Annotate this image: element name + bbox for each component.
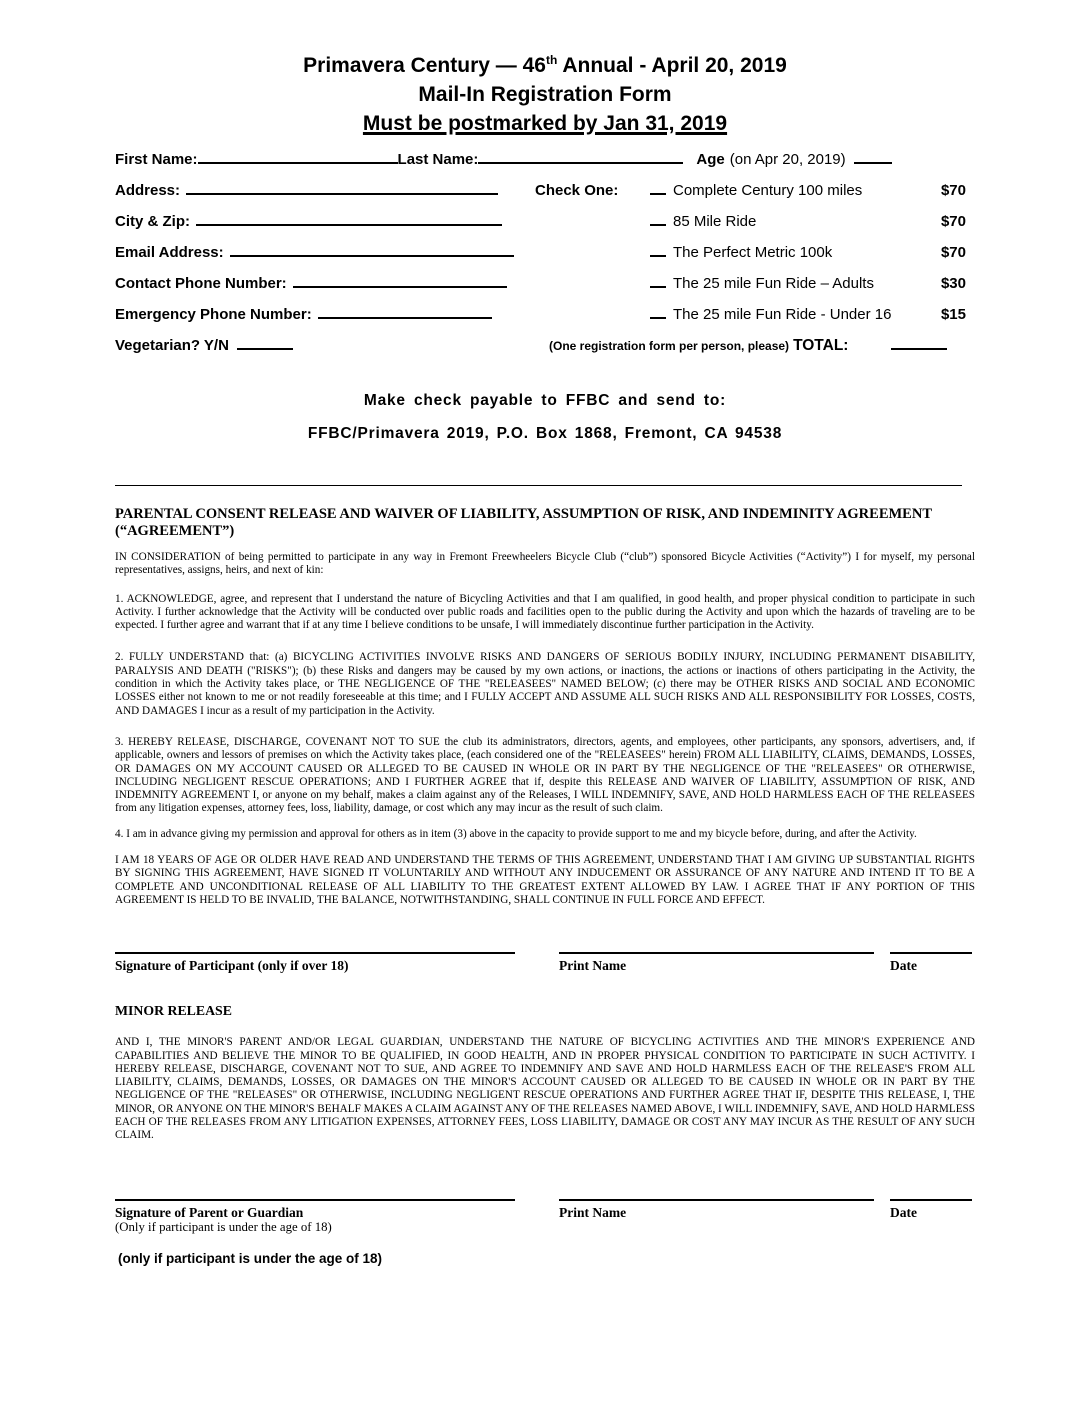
city-zip-label: City & Zip: [115, 213, 190, 230]
vegetarian-total-row [115, 337, 975, 368]
ride-option-row [650, 213, 975, 230]
registration-fields [115, 151, 975, 368]
total-label: TOTAL: [793, 337, 849, 354]
ride-option-row [650, 275, 975, 292]
mailing-address-line: FFBC/Primavera 2019, P.O. Box 1868, Fremont, CA 94538 [307, 425, 783, 442]
option-label: Complete Century 100 miles [673, 182, 863, 199]
ride-option-row [650, 306, 975, 323]
age-blank[interactable] [854, 161, 892, 164]
option-price: $70 [940, 213, 966, 230]
age-note: (on Apr 20, 2019) [729, 151, 846, 168]
agreement-paragraph-2: 2. FULLY UNDERSTAND that: (a) BICYCLING ACTIVITIES INVOLVE RISKS AND DANGERS OF SERIOUS BODILY INJURY, INCLUDING PERMANENT DISABILITY, PARALYSIS AND DEATH ("RISKS"); (b) these Risks and dangers may be caused by my own actions, or inactions, the actions or inactions of others participating in the Activity, the condition in which the Activity takes place, or THE NEGLIGENCE OF THE "RELEASEES" NAMED BELOW; (c) there may be OTHER RISKS AND SOCIAL AND ECONOMIC LOSSES either not known to me or not readily foreseeable at this time; and I FULLY ACCEPT AND ASSUME ALL SUCH RISKS AND ALL RESPONSIBILITY FOR LOSSES, COSTS, AND DAMAGES I incur as a result of my participation in the Activity. [115, 651, 975, 717]
last-name-label: Last Name: [397, 151, 479, 168]
guardian-signature-label: Signature of Parent or Guardian [115, 1204, 304, 1220]
title-suffix: Annual - April 20, 2019 [557, 54, 787, 77]
option-checkbox-blank[interactable] [650, 192, 666, 195]
participant-signature-field[interactable] [115, 952, 515, 973]
option-checkbox-blank[interactable] [650, 254, 666, 257]
contact-phone-row [115, 275, 975, 306]
title-prefix: Primavera Century — 46 [303, 54, 546, 77]
option-label: The 25 mile Fun Ride – Adults [673, 275, 874, 292]
emergency-phone-label: Emergency Phone Number: [115, 306, 312, 323]
minor-release-paragraph: AND I, THE MINOR'S PARENT AND/OR LEGAL GUARDIAN, UNDERSTAND THE NATURE OF BICYCLING ACTIVITIES AND THE MINOR'S EXPERIENCE AND CAPABILITIES AND BELIEVE THE MINOR TO BE QUALIFIED, IN GOOD HEALTH, AND IN PROPER PHYSICAL CONDITION TO PARTICIPATE IN SUCH ACTIVITY. I HEREBY RELEASE, DISCHARGE, COVENANT NOT TO SUE, AND AGREE TO INDEMNIFY AND SAVE AND HOLD HARMLESS EACH OF THE RELEASE'S FROM ALL LIABILITY, CLAIMS, DEMANDS, LOSSES, OR DAMAGES ON THE MINOR'S ACCOUNT CAUSED OR ALLEGED TO BE CAUSED IN WHOLE OR IN PART BY THE NEGLIGENCE OF THE "RELEASES" OR OTHERWISE, INCLUDING NEGLIGENT RESCUE OPERATIONS AND FURTHER AGREE THAT IF, DESPITE THIS RELEASE, I, THE MINOR, OR ANYONE ON THE MINOR'S BEHALF MAKES A CLAIM AGAINST ANY OF THE RELEASES NAMED ABOVE, I WILL INDEMNIFY, SAVE, AND HOLD HARMLESS EACH OF THE RELEASES FROM ANY LITIGATION EXPENSES, ATTORNEY FEES, LOSS LIABILITY, DAMAGE OR COST ANY MAY INCUR AS THE RESULT OF ANY SUCH CLAIM. [115, 1036, 975, 1142]
agreement-paragraph-3: 3. HEREBY RELEASE, DISCHARGE, COVENANT NOT TO SUE the club its administrators, directors, agents, and employees, other participants, any sponsors, advertisers, and, if applicable, owners and lessors of premises on which the Activity takes place, (each considered one of the "RELEASEES" herein) FROM ALL LIABILITY, CLAIMS, DEMANDS, LOSSES, OR DAMAGES ON MY ACCOUNT CAUSED OR ALLEGED TO BE CAUSED IN WHOLE OR IN PART BY THE NEGLIGENCE OF THE "RELEASEES" OR OTHERWISE, INCLUDING NEGLIGENT RESCUE OPERATIONS; AND I FURTHER AGREE that if, despite this RELEASE AND WAIVER OF LIABILITY, ASSUMPTION OF RISK, AND INDEMNITY AGREEMENT I, or anyone on my behalf, makes a claim against any of the Releases, I WILL INDEMNIFY, SAVE, AND HOLD HARMLESS EACH OF THE RELEASEES from any litigation expenses, attorney fees, loss, liability, damage, or cost which any may incur as the result of such claim. [115, 735, 975, 815]
participant-signature-label: Signature of Participant (only if over 18) [115, 958, 349, 974]
ride-option-row [650, 244, 975, 261]
emergency-phone-blank[interactable] [318, 316, 492, 319]
under-18-footnote: (only if participant is under the age of 18) [118, 1250, 383, 1266]
vegetarian-label: Vegetarian? Y/N [115, 337, 229, 354]
date-label: Date [890, 1204, 917, 1220]
first-name-blank[interactable] [198, 161, 398, 164]
guardian-signature-block [115, 1199, 975, 1235]
option-price: $70 [940, 244, 966, 261]
option-price: $15 [940, 306, 966, 323]
option-checkbox-blank[interactable] [650, 223, 666, 226]
address-row [115, 182, 975, 213]
vegetarian-blank[interactable] [237, 347, 293, 350]
participant-date-field[interactable] [890, 952, 972, 973]
city-zip-blank[interactable] [196, 223, 502, 226]
contact-phone-label: Contact Phone Number: [115, 275, 287, 292]
guardian-signature-sublabel: (Only if participant is under the age of 18) [115, 1219, 332, 1234]
date-label: Date [890, 958, 917, 974]
agreement-paragraph-4: 4. I am in advance giving my permission and approval for others as in item (3) above in the capacity to provide support to me and my bicycle before, during, and after the Activity. [115, 827, 917, 840]
title-ordinal-sup: th [545, 53, 558, 67]
option-label: The 25 mile Fun Ride - Under 16 [673, 306, 892, 323]
check-payable-line: Make check payable to FFBC and send to: [363, 392, 727, 409]
postmark-deadline: Must be postmarked by Jan 31, 2019 [362, 112, 728, 135]
address-label: Address: [115, 182, 181, 199]
agreement-age-statement: I AM 18 YEARS OF AGE OR OLDER HAVE READ AND UNDERSTAND THE TERMS OF THIS AGREEMENT, UNDERSTAND THAT I AM GIVING UP SUBSTANTIAL RIGHTS BY SIGNING THIS AGREEMENT, HAVE SIGNED IT VOLUNTARILY AND WITHOUT ANY INDUCEMENT OR ASSURANCE OF ANY NATURE AND INTEND IT TO BE A COMPLETE AND UNCONDITIONAL RELEASE OF ALL LIABILITY TO THE GREATEST EXTENT ALLOWED BY LAW. I AGREE THAT IF ANY PORTION OF THIS AGREEMENT IS HELD TO BE INVALID, THE BALANCE, NOTWITHSTANDING, SHALL CONTINUE IN FULL FORCE AND EFFECT. [115, 854, 975, 906]
participant-signature-block [115, 952, 975, 973]
print-name-label: Print Name [559, 1204, 627, 1220]
form-subtitle: Mail-In Registration Form [418, 83, 672, 106]
agreement-paragraph-1: 1. ACKNOWLEDGE, agree, and represent that I understand the nature of Bicycling Activities and that I am qualified, in good health, and proper physical condition to participate in such Activity. I further acknowledge that the Activity will be conducted over public roads and facilities open to the public during the Activity and upon which the hazards of traveling are to be expected. I further agree and warrant that if at any time I believe conditions to be unsafe, I will immediately discontinue further participation in the Activity. [115, 592, 975, 632]
address-blank[interactable] [186, 192, 498, 195]
option-price: $30 [940, 275, 966, 292]
agreement-heading: PARENTAL CONSENT RELEASE AND WAIVER OF LIABILITY, ASSUMPTION OF RISK, AND INDEMINITY AGREEMENT (“AGREEMENT”) [115, 506, 932, 539]
city-zip-row [115, 213, 975, 244]
option-label: The Perfect Metric 100k [673, 244, 833, 261]
option-label: 85 Mile Ride [673, 213, 757, 230]
per-person-note: (One registration form per person, please) [549, 339, 790, 353]
guardian-print-name-field[interactable] [559, 1199, 874, 1235]
form-header [115, 46, 975, 138]
total-blank[interactable] [891, 347, 947, 350]
option-checkbox-blank[interactable] [650, 316, 666, 319]
participant-print-name-field[interactable] [559, 952, 874, 973]
option-price: $70 [940, 182, 966, 199]
last-name-blank[interactable] [478, 161, 683, 164]
email-label: Email Address: [115, 244, 224, 261]
minor-release-heading: MINOR RELEASE [115, 1003, 232, 1019]
first-name-label: First Name: [115, 151, 198, 168]
emergency-phone-row [115, 306, 975, 337]
agreement-intro-paragraph: IN CONSIDERATION of being permitted to participate in any way in Fremont Freewheelers Bicycle Club (“club”) sponsored Bicycle Activities (“Activity”) I for myself, my personal representatives, assigns, heirs, and next of kin: [115, 551, 975, 577]
check-one-label: Check One: [535, 182, 619, 199]
name-age-row [115, 151, 975, 182]
option-checkbox-blank[interactable] [650, 285, 666, 288]
email-row [115, 244, 975, 275]
contact-phone-blank[interactable] [293, 285, 507, 288]
print-name-label: Print Name [559, 958, 627, 974]
form-title [115, 46, 975, 80]
section-divider [115, 485, 962, 486]
guardian-date-field[interactable] [890, 1199, 972, 1235]
ride-option-row [650, 182, 975, 199]
age-label: Age [696, 151, 725, 168]
guardian-signature-field[interactable] [115, 1199, 515, 1235]
email-blank[interactable] [230, 254, 514, 257]
